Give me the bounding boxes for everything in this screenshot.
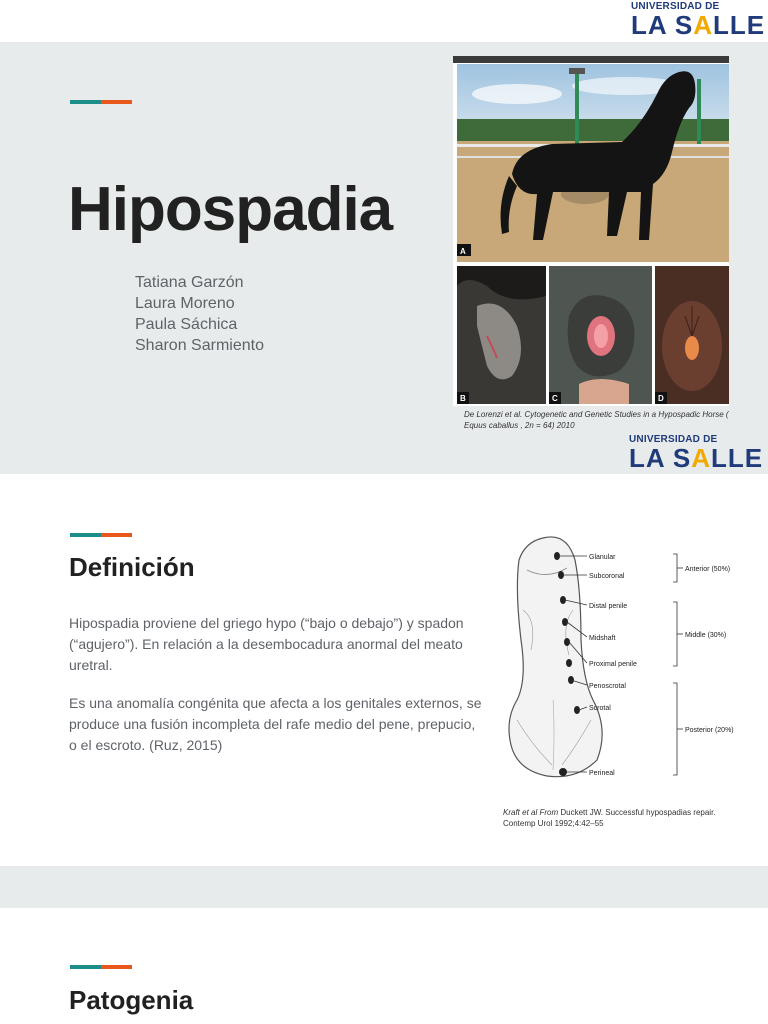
accent-bar	[70, 533, 132, 537]
label-midshaft: Midshaft	[589, 635, 616, 642]
label-posterior: Posterior (20%)	[685, 727, 734, 734]
clinical-photo-c	[549, 266, 652, 404]
horse-photo	[457, 64, 729, 262]
label-penoscrotal: Penoscrotal	[589, 683, 626, 690]
logo-line1: UNIVERSIDAD DE	[629, 434, 718, 445]
label-scrotal: Scrotal	[589, 705, 611, 712]
label-distal-penile: Distal penile	[589, 603, 628, 610]
label-middle: Middle (30%)	[685, 632, 727, 639]
photo-label-d: D	[658, 394, 664, 403]
author-name: Tatiana Garzón	[135, 274, 244, 291]
hypospadias-diagram	[497, 530, 757, 780]
label-anterior: Anterior (50%)	[685, 566, 731, 573]
photo-caption: De Lorenzi et al. Cytogenetic and Genetic Studies in a Hypospadic Horse ( Equus caballus , 2n = 64) 2010	[464, 410, 729, 430]
authors-list	[135, 272, 264, 356]
photo-label-c: C	[552, 394, 558, 403]
logo-line1: UNIVERSIDAD DE	[631, 1, 720, 12]
university-logo-slide	[629, 434, 767, 474]
photo-label-b: B	[460, 394, 466, 403]
photo-panel-topbar	[453, 56, 729, 63]
author-name: Laura Moreno	[135, 295, 235, 312]
definition-paragraph-1: Hipospadia proviene del griego hypo (“bajo o debajo”) y spadon (“agujero”). En relación a la desembocadura anormal del meato uretral.	[69, 615, 464, 673]
presentation-title: Hipospadia	[68, 175, 393, 244]
accent-bar	[70, 965, 132, 969]
section-title-definicion: Definición	[69, 552, 195, 582]
section-title-patogenia: Patogenia	[69, 985, 194, 1015]
logo-line2: LA SALLE	[629, 443, 764, 473]
definition-paragraph-2: Es una anomalía congénita que afecta a los genitales externos, se produce una fusión incompleta del rafe medio del pene, prepucio, o el escroto. (Ruz, 2015)	[69, 695, 482, 753]
accent-bar	[70, 100, 132, 104]
diagram-caption: Kraft et al From Duckett JW. Successful hypospadias repair. Contemp Urol 1992;4:42–55	[503, 808, 716, 828]
clinical-photo-b	[457, 266, 546, 404]
logo-line2: LA SALLE	[631, 10, 766, 40]
author-name: Sharon Sarmiento	[135, 337, 264, 354]
clinical-photo-d	[655, 266, 729, 404]
label-perineal: Perineal	[589, 770, 615, 777]
label-glanular: Glanular	[589, 554, 616, 561]
university-logo-top	[631, 1, 768, 41]
slide-separator	[0, 866, 768, 908]
label-subcoronal: Subcoronal	[589, 573, 625, 580]
label-proximal-penile: Proximal penile	[589, 661, 637, 668]
photo-label-a: A	[460, 247, 466, 256]
author-name: Paula Sáchica	[135, 316, 238, 333]
